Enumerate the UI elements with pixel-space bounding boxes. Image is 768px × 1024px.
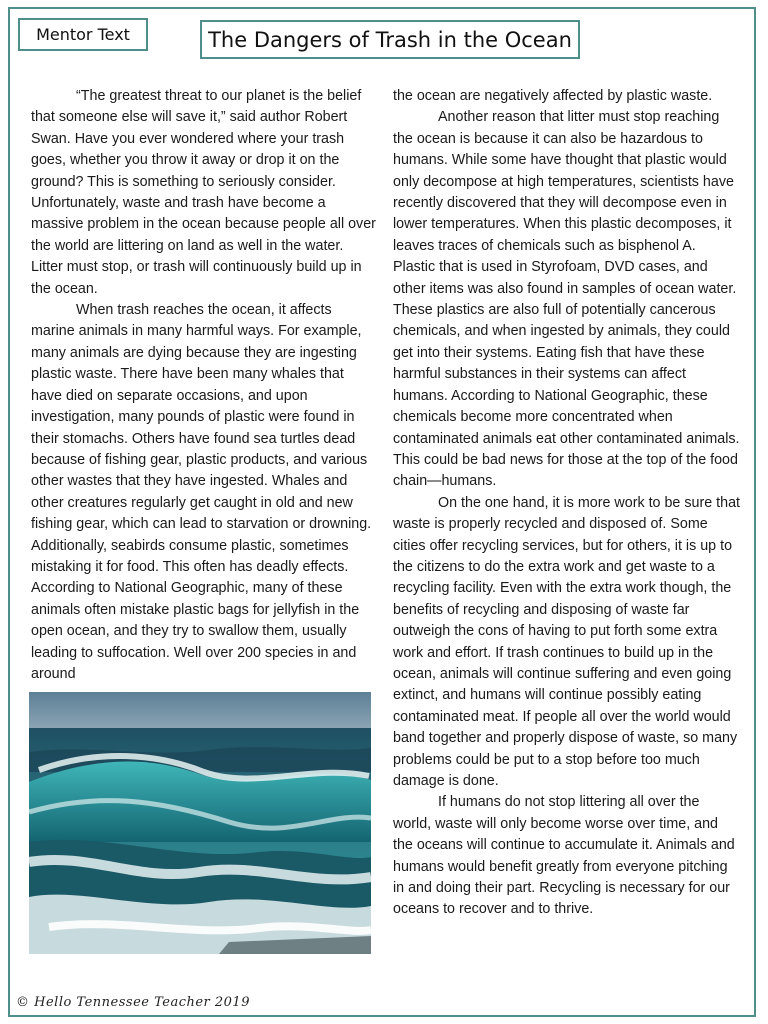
ocean-wave-photo <box>29 692 371 954</box>
article-column-right <box>393 86 741 921</box>
page-title-box <box>200 20 580 59</box>
paragraph-recycling: On the one hand, it is more work to be sure that waste is properly recycled and disposed of. Some cities offer recycling services, but for others, it is up to the citizens to do the extra work and get waste to a recycling facility. Even with the extra work though, the benefits of recycling and disposing of waste far outweigh the cons of having to put forth some extra work and effort. If trash continues to build up in the ocean, animals will continue suffering and even going extinct, and humans will continue possibly eating contaminated meat. If people all over the world would band together and properly dispose of waste, so many problems could be put to a stop before too much damage is done. <box>393 494 740 789</box>
page-title: The Dangers of Trash in the Ocean <box>208 27 572 52</box>
mentor-text-tag <box>18 18 148 51</box>
paragraph-human-hazard: Another reason that litter must stop reaching the ocean is because it can also be hazardous to humans. While some have thought that plastic would only decompose at high temperatures, scientists have recently discovered that they will decompose even in lower temperatures. When this plastic decomposes, it leaves traces of chemicals such as bisphenol A. Plastic that is used in Styrofoam, DVD cases, and other items was also found in samples of ocean water. These plastics are also full of potentially cancerous chemicals, and when ingested by animals, they could get into their systems. Eating fish that have these harmful substances in their systems can affect humans. According to National Geographic, these chemicals become more concentrated when contaminated animals eat other contaminated animals. This could be bad news for those at the top of the food chain—humans. <box>393 109 740 490</box>
copyright-footer: © Hello Tennessee Teacher 2019 <box>16 995 250 1010</box>
paragraph-marine-animals: When trash reaches the ocean, it affects marine animals in many harmful ways. For example, many animals are dying because they are ingesting plastic waste. There have been many whales that have died on separate occasions, and upon investigation, many pounds of plastic were found in their stomachs. Others have found sea turtles dead because of fishing gear, plastic products, and various other wastes that they have ingested. Whales and other creatures regularly get caught in old and new fishing gear, which can lead to starvation or drowning. Additionally, seabirds consume plastic, sometimes mistaking it for food. This often has deadly effects. According to National Geographic, many of these animals often mistake plastic bags for jellyfish in the open ocean, and they try to swallow them, usually leading to suffocation. Well over 200 species in and around <box>31 302 372 682</box>
mentor-text-label: Mentor Text <box>36 25 130 44</box>
paragraph-intro: “The greatest threat to our planet is the belief that someone else will save it,” said author Robert Swan. Have you ever wondered where your trash goes, whether you throw it away or drop it on the ground? This is something to seriously consider. Unfortunately, waste and trash have become a massive problem in the ocean because people all over the world are littering on land as well in the water. Litter must stop, or trash will continuously build up in the ocean. <box>31 88 376 297</box>
ocean-wave-illustration <box>29 692 371 954</box>
article-column-left <box>31 86 377 685</box>
paragraph-conclusion: If humans do not stop littering all over the world, waste will only become worse over time, and the oceans will continue to accumulate it. Animals and humans would benefit greatly from everyone pitching in and doing their part. Recycling is necessary for our oceans to recover and to thrive. <box>393 794 735 918</box>
paragraph-marine-animals-continued: the ocean are negatively affected by plastic waste. <box>393 88 713 104</box>
